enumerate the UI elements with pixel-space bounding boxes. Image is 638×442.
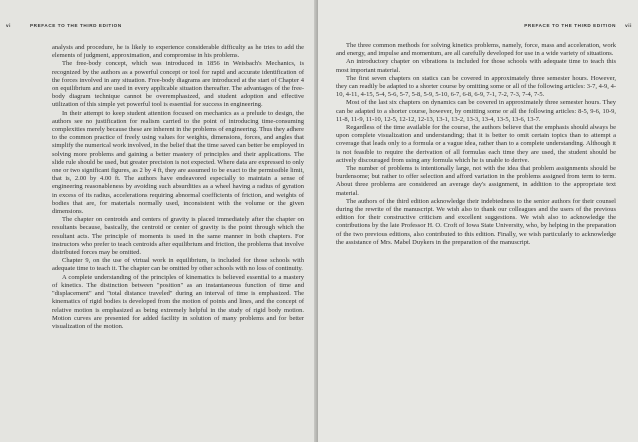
right-paragraph: The number of problems is intentionally large, not with the idea that problem assignments should be burdensome; but rather to offer selection and afford variation in the problems assigned from term to term. About three problems are considered an average day's assignment, in addition to the appropriate text material. xyxy=(336,165,616,197)
left-page xyxy=(0,0,318,442)
left-page-number: vi xyxy=(6,23,12,28)
left-paragraph: A complete understanding of the principles of kinematics is believed essential to a mastery of kinetics. The distinction between "position" as an instantaneous function of time and "displacement" and "total distance traveled" during an interval of time is emphasized. The kinematics of rigid bodies is developed from the motion of points and lines, and the concept of relative motion is emphasized as being extremely helpful in the study of rigid body motion. Motion curves are presented for added facility in solution of many problems and for better visualization of the motion. xyxy=(52,273,304,330)
right-paragraph: An introductory chapter on vibrations is included for those schools with adequate time to teach this most important material. xyxy=(336,58,616,74)
right-paragraph: Regardless of the time available for the course, the authors believe that the emphasis should always be upon complete visualization and understanding; that it is better to omit certain topics than to attempt a coverage that leads only to a formula or a vague idea, rather than to a complete understanding. Although it is not feasible to require the derivation of all formulas each time they are used, the student should be actively discouraged from using any formula which he is unable to derive. xyxy=(336,124,616,164)
right-running-head: PREFACE TO THE THIRD EDITION xyxy=(524,23,616,28)
left-running-head: PREFACE TO THE THIRD EDITION xyxy=(30,23,122,28)
right-paragraph: The first seven chapters on statics can be covered in approximately three semester hours. However, they can readily be adapted to a shorter course by omitting some or all of the following articles: 3-7, 4-9, 4-10, 4-11, 4-15, 5-4, 5-6, 5-7, 5-8, 5-9, 5-10, 6-7, 6-8, 6-9, 7-1, 7-2, 7-3, 7-4, 7-5. xyxy=(336,74,616,99)
right-page xyxy=(318,0,638,442)
left-paragraph: Chapter 9, on the use of virtual work in equilibrium, is included for those schools with adequate time to teach it. The chapter can be omitted by other schools with no loss of continuity. xyxy=(52,257,304,273)
left-paragraph: In their attempt to keep student attention focused on mechanics as a prelude to design, the authors see no justification for realism carried to the point of introducing time-consuming complexities merely because these are inherent in the problems of engineering. Thus they adhere to the common practice of freely using values for weights, dimensions, forces, and angles that simplify the numerical work involved, in the belief that the time saved can better be employed in solving more problems and gaining a better mastery of principles and their applications. The slide rule should be used, but greater precision is not expected. Where data are expressed to only one or two significant figures, as 2 by 4 ft, they are assumed to be exact to the permissible limit, that is, 2.00 by 4.00 ft. The authors have endeavored especially to maintain a sense of engineering reasonableness by avoiding such absurdities as a wheel having a radius of gyration in excess of its radius, accelerations requiring abnormal coefficients of friction, and weights of bodies that are, for materials normally used, inconsistent with the volume or the given dimensions. xyxy=(52,109,304,216)
right-paragraph: Most of the last six chapters on dynamics can be covered in approximately three semester hours. They can be adapted to a shorter course, however, by omitting some or all the following articles: 8-5, 9-6, 10-9, 11-8, 11-9, 11-10, 12-5, 12-12, 12-13, 13-1, 13-2, 13-3, 13-4, 13-5, 13-6, 13-7. xyxy=(336,99,616,123)
right-paragraph: The authors of the third edition acknowledge their indebtedness to the senior authors for their counsel during the rewrite of the manuscript. We wish also to thank our colleagues and the users of the previous edition for their constructive criticism and excellent suggestions. We wish also to acknowledge the contributions by the late Professor H. O. Croft of Iowa State University, who, by helping in the preparation of the two previous editions, also contributed to this edition. Finally, we wish particularly to acknowledge the assistance of Mrs. Mabel Duykers in the preparation of the manuscript. xyxy=(336,197,616,246)
left-body-text xyxy=(52,44,304,331)
right-page-number: vii xyxy=(625,23,632,28)
left-paragraph: analysis and procedure, he is likely to experience considerable difficulty as he tries to add the elements of judgment, approximation, and compromise in his problems. xyxy=(52,44,304,60)
right-paragraph: The three common methods for solving kinetics problems, namely, force, mass and acceleration, work and energy, and impulse and momentum, are all carefully developed for use in a wide variety of situations. xyxy=(336,42,616,58)
left-paragraph: The chapter on centroids and centers of gravity is placed immediately after the chapter on resultants because, basically, the centroid or center of gravity is the point through which the resultant acts. The principle of moments is used in the same manner in both chapters. For instructors who prefer to teach centroids after equilibrium and friction, the problems that involve distributed forces may be omitted. xyxy=(52,216,304,257)
left-paragraph: The free-body concept, which was introduced in 1856 in Weisbach's Mechanics, is recognized by the authors as a powerful concept or tool for rapid and accurate identification of the forces involved in any situation. Free-body diagrams are introduced at the start of Chapter 4 on equilibrium and are used in every applicable situation thereafter. The advantages of the free-body diagram technique cannot be overemphasized, and student adoption and effective utilization of this simple yet powerful tool is essential for success in engineering. xyxy=(52,60,304,109)
right-body-text xyxy=(336,42,616,247)
